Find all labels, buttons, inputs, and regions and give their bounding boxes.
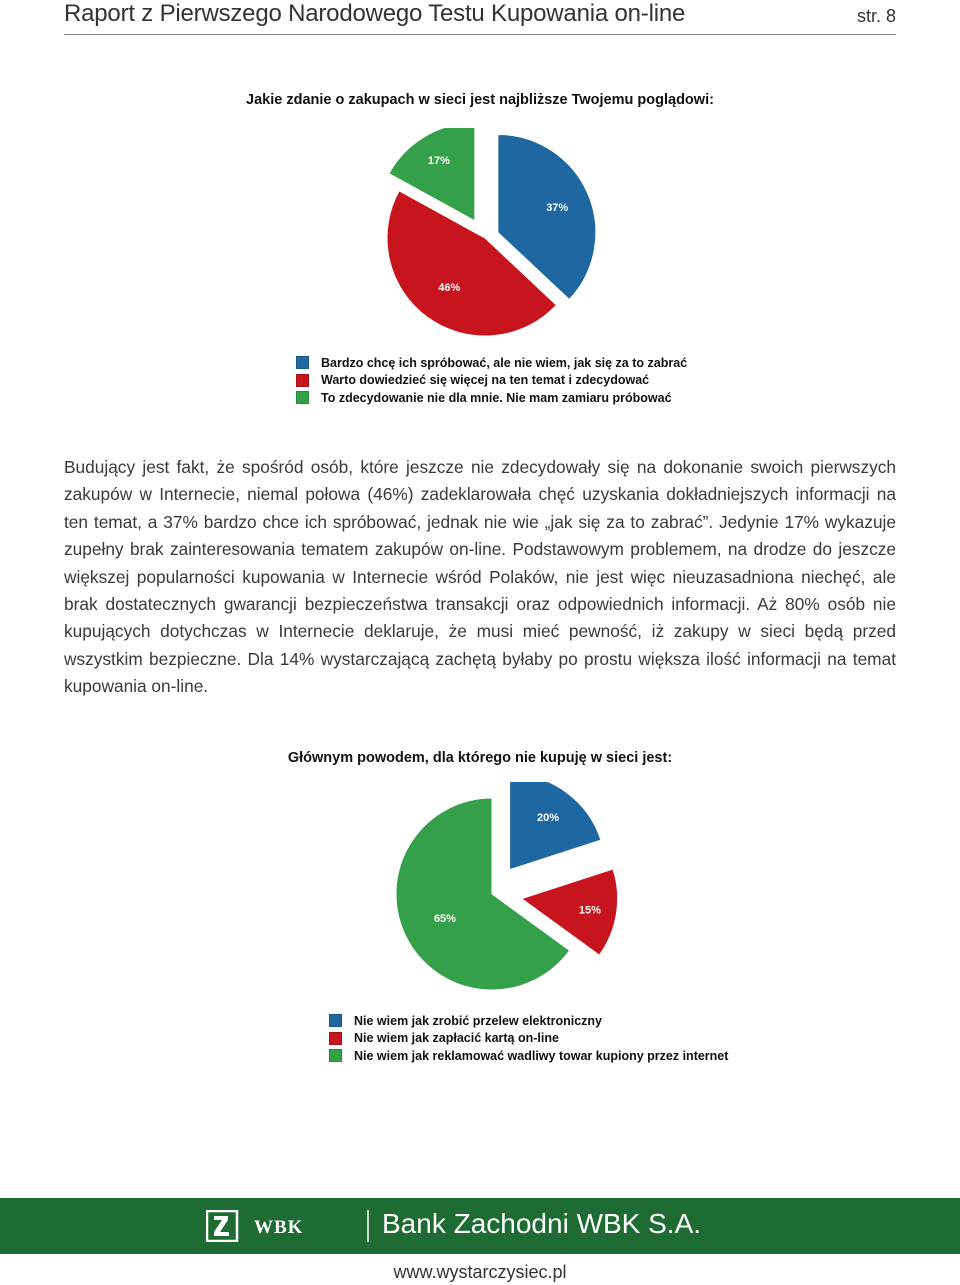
report-title: Raport z Pierwszego Narodowego Testu Kupowania on-line	[64, 0, 686, 27]
chart2-legend-label: Nie wiem jak reklamować wadliwy towar kupiony przez internet	[354, 1048, 729, 1063]
chart1-legend-item	[296, 389, 687, 407]
chart1-legend	[296, 354, 687, 407]
chart2-title: Głównym powodem, dla którego nie kupuję w sieci jest:	[287, 750, 673, 766]
chart2-slice-label-2: 15%	[578, 904, 601, 917]
chart1-legend-label: Warto dowiedzieć się więcej na ten temat i zdecydować	[321, 373, 650, 388]
chart1-slice-label-2: 46%	[438, 282, 461, 295]
footer-url: www.wystarczysiec.pl	[393, 1262, 567, 1282]
logo-text: WBK	[254, 1217, 304, 1238]
chart2-slice-1	[510, 782, 601, 870]
chart2-legend-label: Nie wiem jak zapłacić kartą on-line	[354, 1031, 559, 1046]
chart2-legend-swatch	[329, 1049, 342, 1062]
page-number: str. 8	[856, 6, 896, 26]
chart1-legend-swatch	[296, 374, 309, 387]
chart1-slice-label-3: 17%	[427, 155, 450, 168]
chart2-legend-item	[329, 1047, 728, 1065]
chart1-legend-swatch	[296, 356, 309, 369]
bank-name: Bank Zachodni WBK S.A.	[382, 1208, 702, 1239]
chart2-legend-swatch	[329, 1032, 342, 1045]
chart2-slice-label-1: 20%	[536, 811, 560, 824]
chart1-legend-label: Bardzo chcę ich spróbować, ale nie wiem, jak się za to zabrać	[321, 355, 688, 370]
chart2-legend-item	[329, 1012, 728, 1030]
chart2-legend-label: Nie wiem jak zrobić przelew elektroniczny	[354, 1013, 603, 1028]
chart2-legend-swatch	[329, 1014, 342, 1027]
chart1-legend-label: To zdecydowanie nie dla mnie. Nie mam zamiaru próbować	[321, 390, 672, 405]
chart2-pie	[392, 782, 632, 1002]
chart1-pie	[370, 128, 610, 348]
chart1-slice-label-1: 37%	[546, 201, 569, 214]
page-header	[64, 0, 896, 35]
chart1-title: Jakie zdanie o zakupach w sieci jest najbliższe Twojemu poglądowi:	[246, 92, 714, 108]
chart1-legend-swatch	[296, 391, 309, 404]
chart1-legend-item	[296, 372, 687, 390]
chart2-legend	[329, 1012, 728, 1065]
chart2-slice-label-3: 65%	[433, 912, 456, 925]
footer-bar	[0, 1198, 960, 1254]
body-paragraph: Budujący jest fakt, że spośród osób, które jeszcze nie zdecydowały się na dokonanie swoich pierwszych zakupów w Internecie, niemal połowa (46%) zadeklarowała chęć uzyskania dokładniejszych informacji na ten temat, a 37% bardzo chce ich spróbować, jednak nie wie „jak się za to zabrać”. Jedynie 17% wykazuje zupełny brak zainteresowania tematem zakupów on-line. Podstawowym problemem, na drodze do jeszcze większej popularności kupowania w Internecie wśród Polaków, nie jest więc nieuzasadniona niechęć, ale brak dostatecznych gwarancji bezpieczeństwa transakcji oraz odpowiednich informacji. Aż 80% osób nie kupujących dotychczas w Internecie deklaruje, że musi mieć pewność, iż zakupy w sieci będą przed wszystkim bezpieczne. Dla 14% wystarczającą zachętą byłaby po prostu większa ilość informacji na temat kupowania on-line.	[64, 457, 896, 697]
chart1-legend-item	[296, 354, 687, 372]
chart2-legend-item	[329, 1030, 728, 1048]
bank-logo-icon	[206, 1210, 376, 1242]
